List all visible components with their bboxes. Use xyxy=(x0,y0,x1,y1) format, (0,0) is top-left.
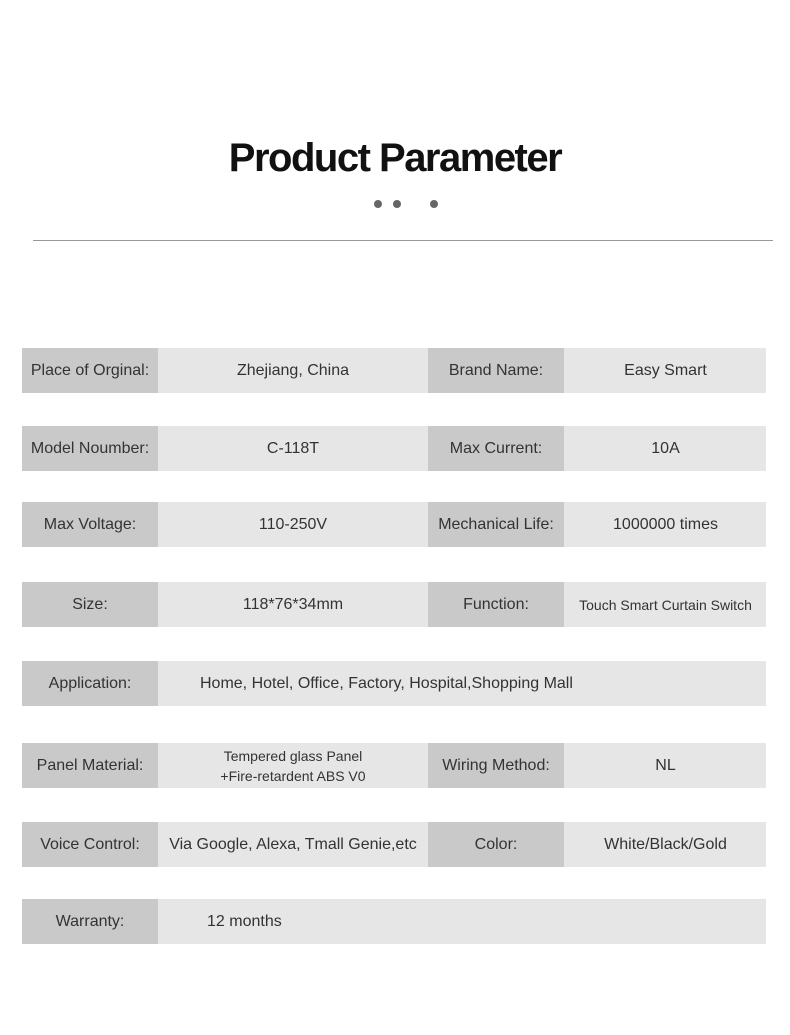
header-divider xyxy=(33,240,773,241)
dot-2 xyxy=(393,200,401,208)
param-row-application xyxy=(22,661,766,706)
application-label: Application: xyxy=(22,661,158,706)
mechanical-life-value: 1000000 times xyxy=(565,502,766,547)
param-row-size-function xyxy=(22,582,766,627)
warranty-label: Warranty: xyxy=(22,899,158,944)
panel-material-line-2: +Fire-retardent ABS V0 xyxy=(220,767,366,784)
param-row-voltage-life xyxy=(22,502,766,547)
param-row-warranty xyxy=(22,899,766,944)
mechanical-life-label: Mechanical Life: xyxy=(428,502,564,547)
max-voltage-value: 110-250V xyxy=(159,502,427,547)
panel-material-label: Panel Material: xyxy=(22,743,158,788)
max-current-value: 10A xyxy=(565,426,766,471)
dot-1 xyxy=(374,200,382,208)
application-value: Home, Hotel, Office, Factory, Hospital,Shopping Mall xyxy=(200,674,573,692)
color-label: Color: xyxy=(428,822,564,867)
decorative-dots xyxy=(0,200,790,210)
param-row-place-brand xyxy=(22,348,766,393)
place-of-origin-label: Place of Orginal: xyxy=(22,348,158,393)
warranty-value: 12 months xyxy=(207,912,282,930)
brand-name-value: Easy Smart xyxy=(565,348,766,393)
size-value: 118*76*34mm xyxy=(159,582,427,627)
voice-control-label: Voice Control: xyxy=(22,822,158,867)
dot-3 xyxy=(430,200,438,208)
wiring-method-label: Wiring Method: xyxy=(428,743,564,788)
color-value: White/Black/Gold xyxy=(565,822,766,867)
model-number-value: C-118T xyxy=(159,426,427,471)
function-value: Touch Smart Curtain Switch xyxy=(565,582,766,627)
function-label: Function: xyxy=(428,582,564,627)
wiring-method-value: NL xyxy=(565,743,766,788)
param-row-voice-color xyxy=(22,822,766,867)
max-voltage-label: Max Voltage: xyxy=(22,502,158,547)
param-row-material-wiring xyxy=(22,743,766,788)
brand-name-label: Brand Name: xyxy=(428,348,564,393)
size-label: Size: xyxy=(22,582,158,627)
panel-material-value xyxy=(159,743,427,788)
page-title: Product Parameter xyxy=(228,136,562,180)
panel-material-line-1: Tempered glass Panel xyxy=(223,747,363,764)
max-current-label: Max Current: xyxy=(428,426,564,471)
place-of-origin-value: Zhejiang, China xyxy=(159,348,427,393)
voice-control-value: Via Google, Alexa, Tmall Genie,etc xyxy=(159,822,427,867)
model-number-label: Model Noumber: xyxy=(22,426,158,471)
param-row-model-current xyxy=(22,426,766,471)
